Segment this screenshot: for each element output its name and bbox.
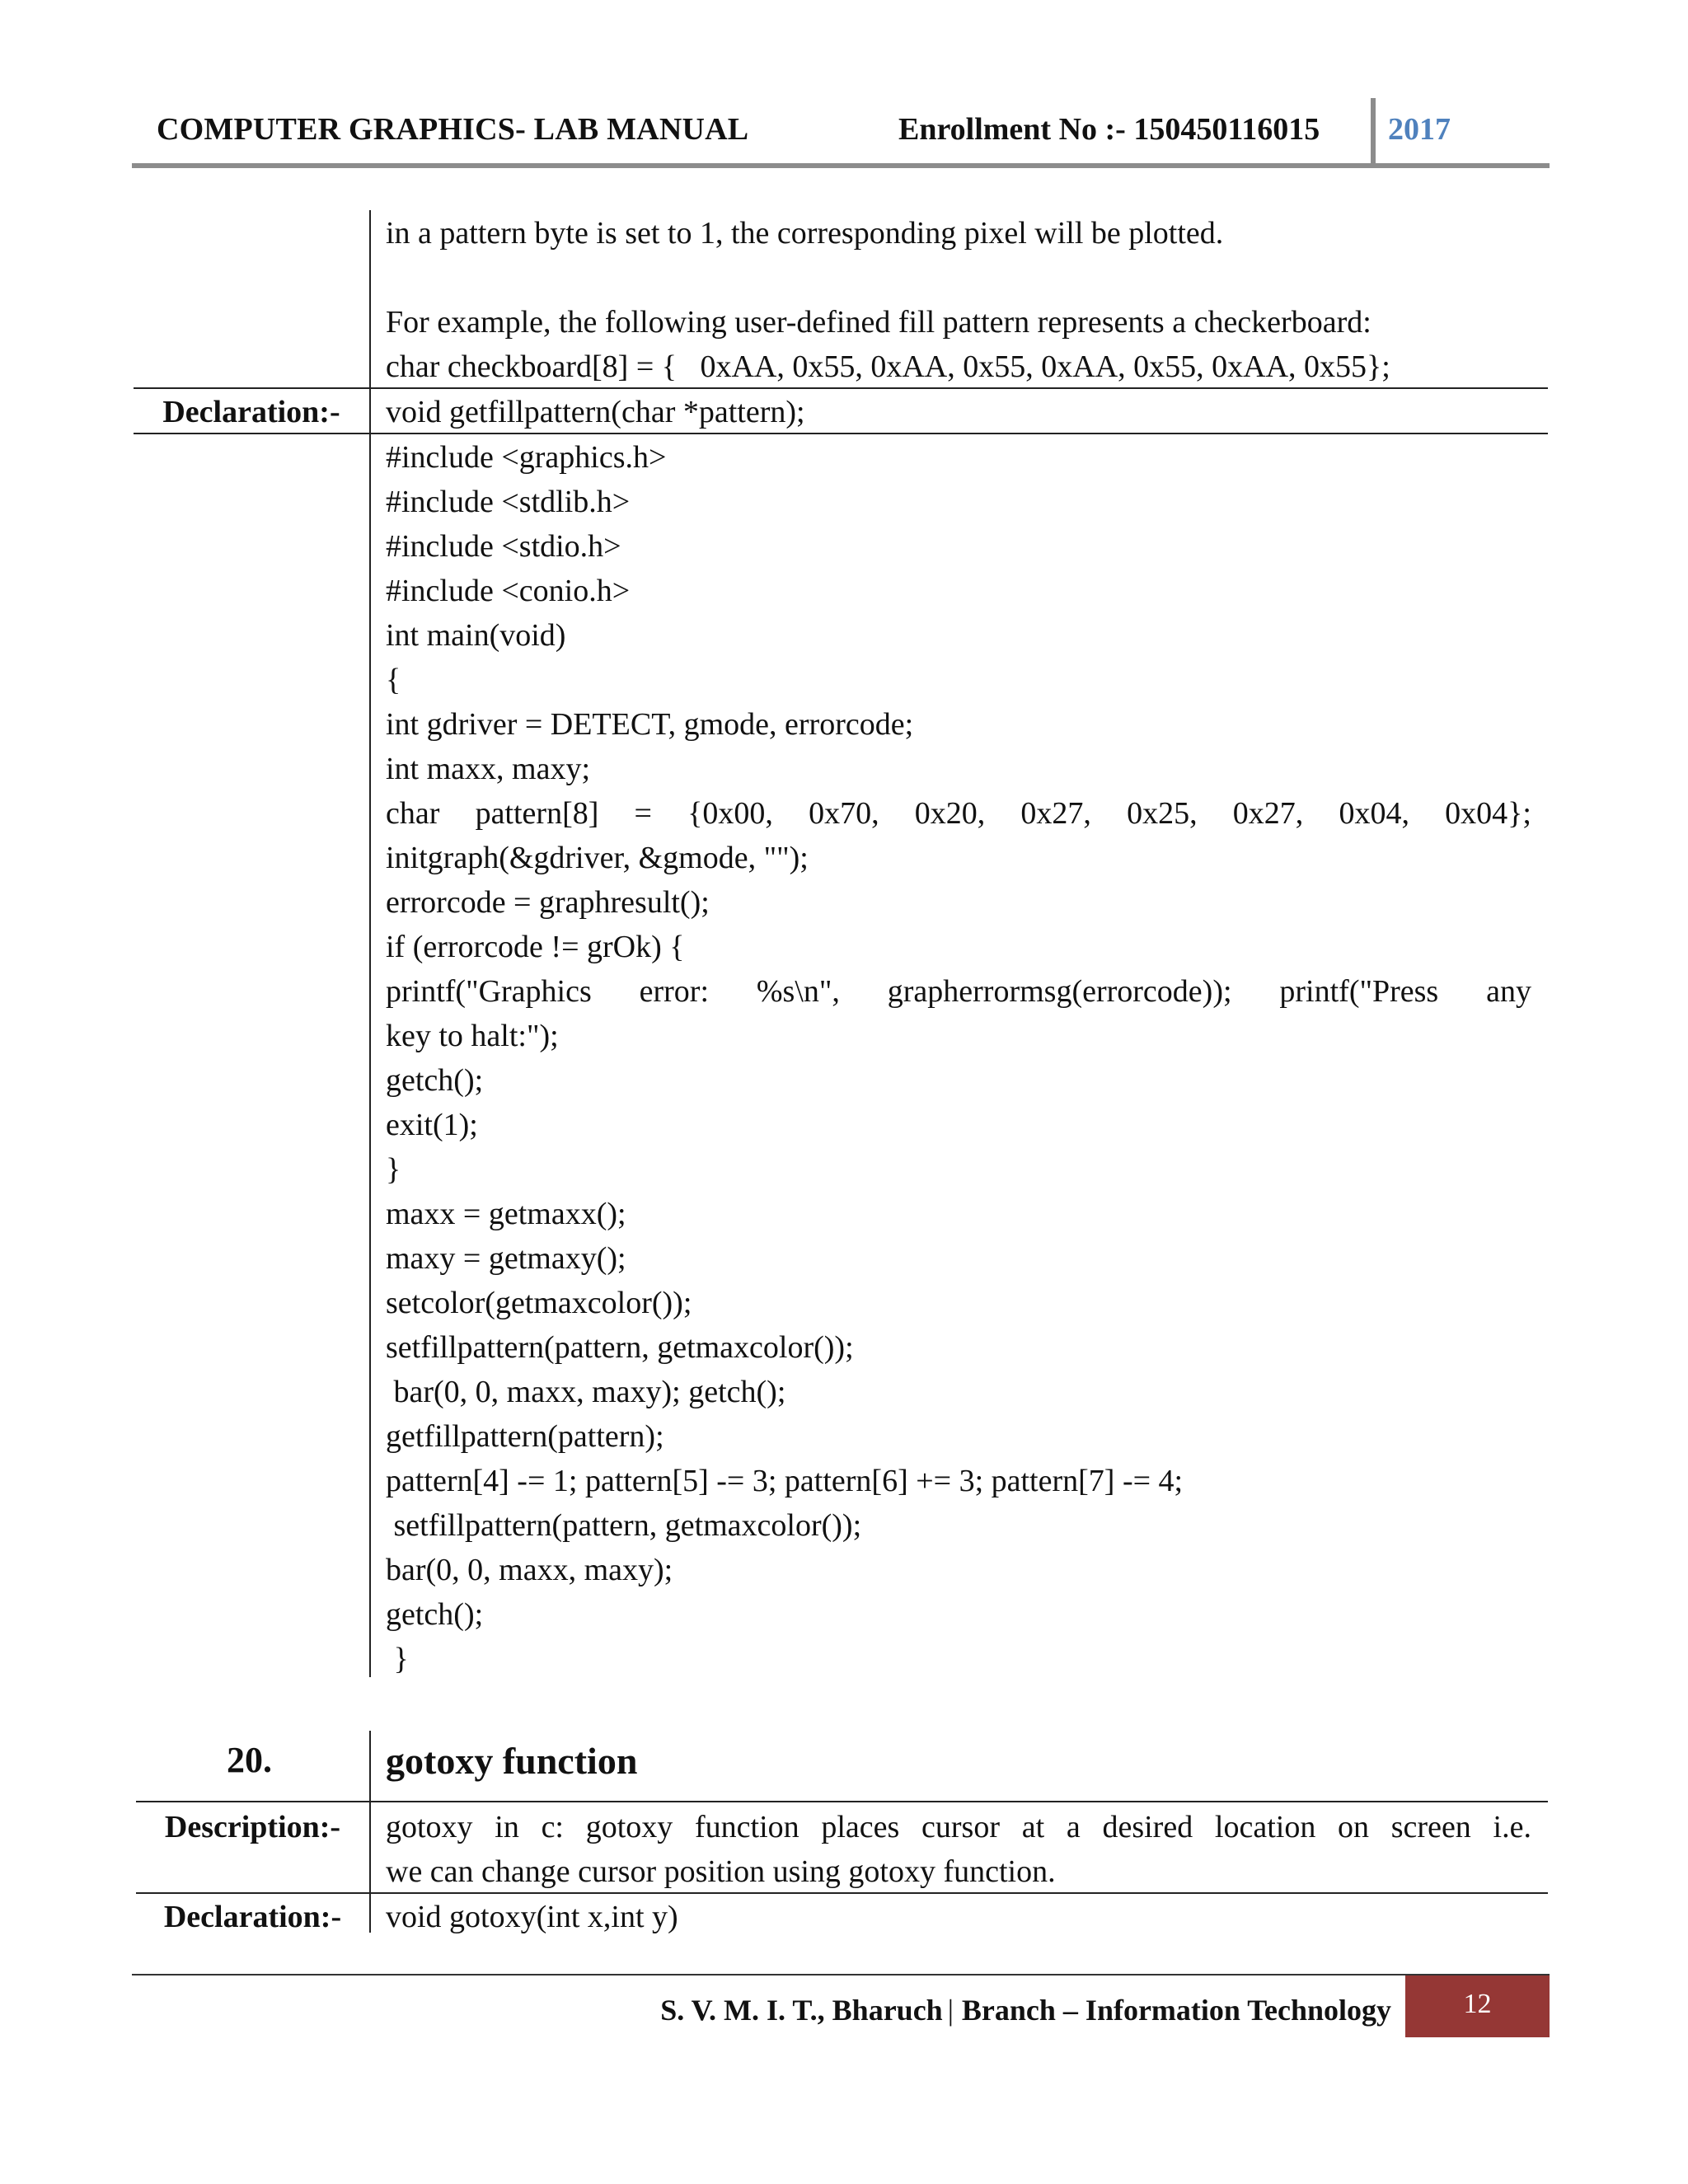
word: any xyxy=(1486,974,1531,1009)
intro-line: char checkboard[8] = { 0xAA, 0x55, 0xAA, 0x55, 0xAA, 0x55, 0xAA, 0x55}; xyxy=(386,349,1390,384)
word: printf("Press xyxy=(1279,974,1439,1009)
footer-institute: S. V. M. I. T., Bharuch xyxy=(660,1994,943,2027)
description-label: Description:- xyxy=(164,1810,341,1844)
code-line: exit(1); xyxy=(386,1108,478,1142)
code-line: int maxx, maxy; xyxy=(386,752,591,786)
word: desired xyxy=(1102,1810,1193,1844)
header-enrollment: Enrollment No :- 150450116015 xyxy=(898,112,1320,147)
word: char xyxy=(386,796,440,831)
section-title: gotoxy function xyxy=(386,1740,638,1782)
table-row-divider xyxy=(134,387,1548,389)
code-line: maxx = getmaxx(); xyxy=(386,1197,626,1231)
section-column-divider xyxy=(369,1731,371,1933)
code-line: if (errorcode != grOk) { xyxy=(386,930,685,964)
word: places xyxy=(821,1810,900,1844)
description-line: we can change cursor position using gotoxy function. xyxy=(386,1854,1056,1889)
word: 0x20, xyxy=(914,796,986,831)
code-line: pattern[4] -= 1; pattern[5] -= 3; pattern[6] += 3; pattern[7] -= 4; xyxy=(386,1464,1184,1498)
header-title: COMPUTER GRAPHICS- LAB MANUAL xyxy=(157,112,749,147)
word: i.e. xyxy=(1493,1810,1531,1844)
code-line: setfillpattern(pattern, getmaxcolor()); xyxy=(386,1508,862,1543)
code-line: { xyxy=(386,663,401,697)
code-line: maxy = getmaxy(); xyxy=(386,1241,626,1276)
footer-text xyxy=(660,1993,1391,2027)
table-row-divider xyxy=(134,433,1548,434)
word: error: xyxy=(639,974,710,1009)
section-row-divider xyxy=(136,1801,1548,1802)
page-header xyxy=(157,111,1550,157)
code-line: initgraph(&gdriver, &gmode, ""); xyxy=(386,841,809,875)
word: in xyxy=(495,1810,519,1844)
word: a xyxy=(1066,1810,1081,1844)
declaration-text: void gotoxy(int x,int y) xyxy=(386,1900,678,1934)
code-line: #include <stdlib.h> xyxy=(386,485,631,519)
description-line-justified xyxy=(386,1805,1531,1849)
word: cursor xyxy=(921,1810,1000,1844)
declaration-label: Declaration:- xyxy=(163,1900,342,1934)
word: {0x00, xyxy=(687,796,773,831)
word: at xyxy=(1021,1810,1045,1844)
word: %s\n", xyxy=(756,974,840,1009)
code-line: key to halt:"); xyxy=(386,1019,559,1053)
page-number: 12 xyxy=(1463,1989,1492,2019)
intro-line: For example, the following user-defined fill pattern represents a checkerboard: xyxy=(386,305,1372,340)
word: 0x70, xyxy=(809,796,879,831)
header-rule xyxy=(132,163,1550,168)
declaration-label: Declaration:- xyxy=(162,395,340,429)
code-line: int gdriver = DETECT, gmode, errorcode; xyxy=(386,707,914,742)
word: 0x27, xyxy=(1020,796,1091,831)
word: location xyxy=(1214,1810,1316,1844)
word: gotoxy xyxy=(585,1810,673,1844)
code-line: } xyxy=(386,1642,409,1676)
word: 0x04}; xyxy=(1445,796,1531,831)
word: c: xyxy=(541,1810,564,1844)
header-year: 2017 xyxy=(1388,112,1451,147)
intro-line: in a pattern byte is set to 1, the corresponding pixel will be plotted. xyxy=(386,216,1224,251)
code-line-justified xyxy=(386,791,1531,836)
code-line: getch(); xyxy=(386,1597,484,1632)
word: grapherrormsg(errorcode)); xyxy=(887,974,1232,1009)
code-line: errorcode = graphresult(); xyxy=(386,885,710,920)
code-line-justified xyxy=(386,969,1531,1014)
code-line: getch(); xyxy=(386,1063,484,1098)
declaration-text: void getfillpattern(char *pattern); xyxy=(386,395,805,429)
word: = xyxy=(634,796,652,831)
section-row-divider xyxy=(136,1892,1548,1894)
page-number-box xyxy=(1405,1975,1550,2037)
code-line: #include <conio.h> xyxy=(386,574,631,608)
word: on xyxy=(1338,1810,1370,1844)
code-line: bar(0, 0, maxx, maxy); xyxy=(386,1553,673,1587)
word: 0x04, xyxy=(1339,796,1409,831)
word: function xyxy=(695,1810,799,1844)
code-line: int main(void) xyxy=(386,618,566,653)
code-line: #include <graphics.h> xyxy=(386,440,667,475)
word: printf("Graphics xyxy=(386,974,592,1009)
footer-branch: Branch – Information Technology xyxy=(961,1994,1391,2027)
word: 0x27, xyxy=(1232,796,1304,831)
word: gotoxy xyxy=(386,1810,473,1844)
table-column-divider xyxy=(369,210,371,1677)
code-line: bar(0, 0, maxx, maxy); getch(); xyxy=(386,1375,786,1409)
code-line: setcolor(getmaxcolor()); xyxy=(386,1286,692,1320)
word: screen xyxy=(1390,1810,1471,1844)
word: 0x25, xyxy=(1127,796,1198,831)
code-line: getfillpattern(pattern); xyxy=(386,1419,664,1454)
footer-separator: | xyxy=(947,1994,954,2027)
section-number: 20. xyxy=(227,1740,272,1780)
code-line: } xyxy=(386,1152,401,1187)
code-line: setfillpattern(pattern, getmaxcolor()); xyxy=(386,1330,854,1365)
header-separator xyxy=(1371,98,1376,164)
code-line: #include <stdio.h> xyxy=(386,529,621,564)
footer-rule xyxy=(132,1974,1550,1975)
word: pattern[8] xyxy=(475,796,599,831)
